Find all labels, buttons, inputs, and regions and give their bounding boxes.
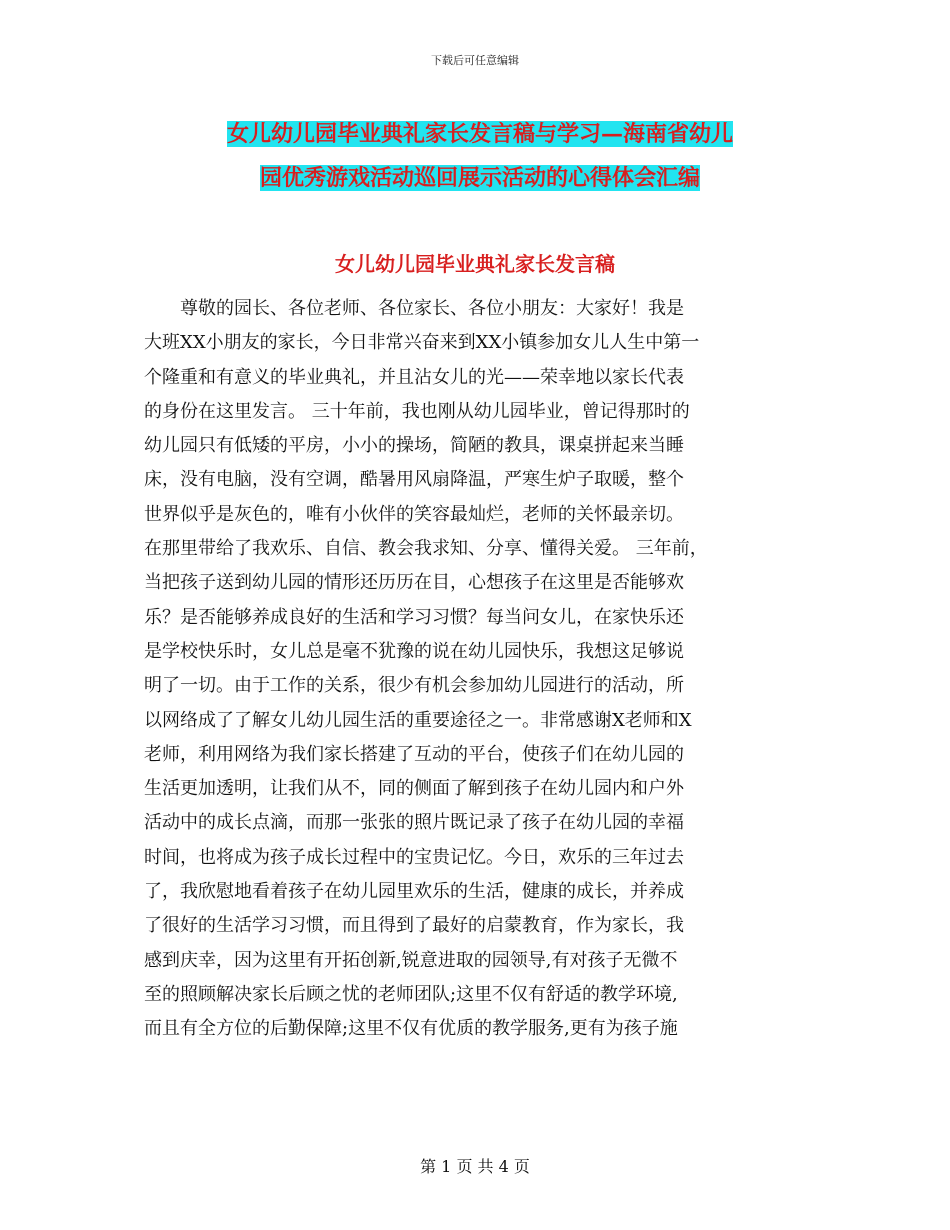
body-paragraph bbox=[144, 292, 794, 1047]
body-line: 幼儿园只有低矮的平房，小小的操场，简陋的教具，课桌拼起来当睡 bbox=[144, 435, 684, 457]
body-line: 时间，也将成为孩子成长过程中的宝贵记忆。今日，欢乐的三年过去 bbox=[144, 846, 684, 868]
document-title-line-1: 女儿幼儿园毕业典礼家长发言稿与学习—海南省幼儿 bbox=[226, 121, 733, 147]
body-line: 了，我欣慰地看着孩子在幼儿园里欢乐的生活，健康的成长，并养成 bbox=[144, 881, 684, 903]
body-line: 是学校快乐时，女儿总是毫不犹豫的说在幼儿园快乐，我想这足够说 bbox=[144, 640, 684, 662]
document-title bbox=[140, 112, 820, 200]
body-line: 床，没有电脑，没有空调，酷暑用风扇降温，严寒生炉子取暖，整个 bbox=[144, 469, 684, 491]
body-line: 当把孩子送到幼儿园的情形还历历在目，心想孩子在这里是否能够欢 bbox=[144, 572, 684, 594]
body-line: 活动中的成长点滴，而那一张张的照片既记录了孩子在幼儿园的幸福 bbox=[144, 812, 684, 834]
body-line: 了很好的生活学习习惯，而且得到了最好的启蒙教育，作为家长，我 bbox=[144, 915, 684, 937]
section-heading: 女儿幼儿园毕业典礼家长发言稿 bbox=[335, 252, 615, 276]
document-title-line-2: 园优秀游戏活动巡回展示活动的心得体会汇编 bbox=[259, 165, 700, 191]
body-line: 老师，利用网络为我们家长搭建了互动的平台，使孩子们在幼儿园的 bbox=[144, 743, 684, 765]
body-line: 感到庆幸，因为这里有开拓创新,锐意进取的园领导,有对孩子无微不 bbox=[144, 949, 678, 971]
body-line: 个隆重和有意义的毕业典礼，并且沾女儿的光——荣幸地以家长代表 bbox=[144, 366, 684, 388]
body-line: 尊敬的园长、各位老师、各位家长、各位小朋友：大家好！我是 bbox=[180, 298, 684, 319]
body-line: 大班XX小朋友的家长，今日非常兴奋来到XX小镇参加女儿人生中第一 bbox=[144, 332, 700, 354]
body-line: 在那里带给了我欢乐、自信、教会我求知、分享、懂得关爱。 三年前， bbox=[144, 538, 708, 560]
body-line: 生活更加透明，让我们从不，同的侧面了解到孩子在幼儿园内和户外 bbox=[144, 778, 684, 800]
body-line: 明了一切。由于工作的关系，很少有机会参加幼儿园进行的活动，所 bbox=[144, 675, 684, 697]
body-line: 以网络成了了解女儿幼儿园生活的重要途径之一。非常感谢X老师和X bbox=[144, 709, 692, 731]
body-line: 世界似乎是灰色的，唯有小伙伴的笑容最灿烂，老师的关怀最亲切。 bbox=[144, 503, 684, 525]
body-line: 的身份在这里发言。 三十年前，我也刚从幼儿园毕业，曾记得那时的 bbox=[144, 400, 690, 422]
page-number: 第 1 页 共 4 页 bbox=[420, 1157, 530, 1176]
body-line: 至的照顾解决家长后顾之忧的老师团队;这里不仅有舒适的教学环境, bbox=[144, 983, 678, 1005]
body-line: 而且有全方位的后勤保障;这里不仅有优质的教学服务,更有为孩子施 bbox=[144, 1018, 678, 1040]
header-note: 下载后可任意编辑 bbox=[431, 54, 519, 67]
body-line: 乐？是否能够养成良好的生活和学习习惯？每当问女儿，在家快乐还 bbox=[144, 606, 684, 628]
